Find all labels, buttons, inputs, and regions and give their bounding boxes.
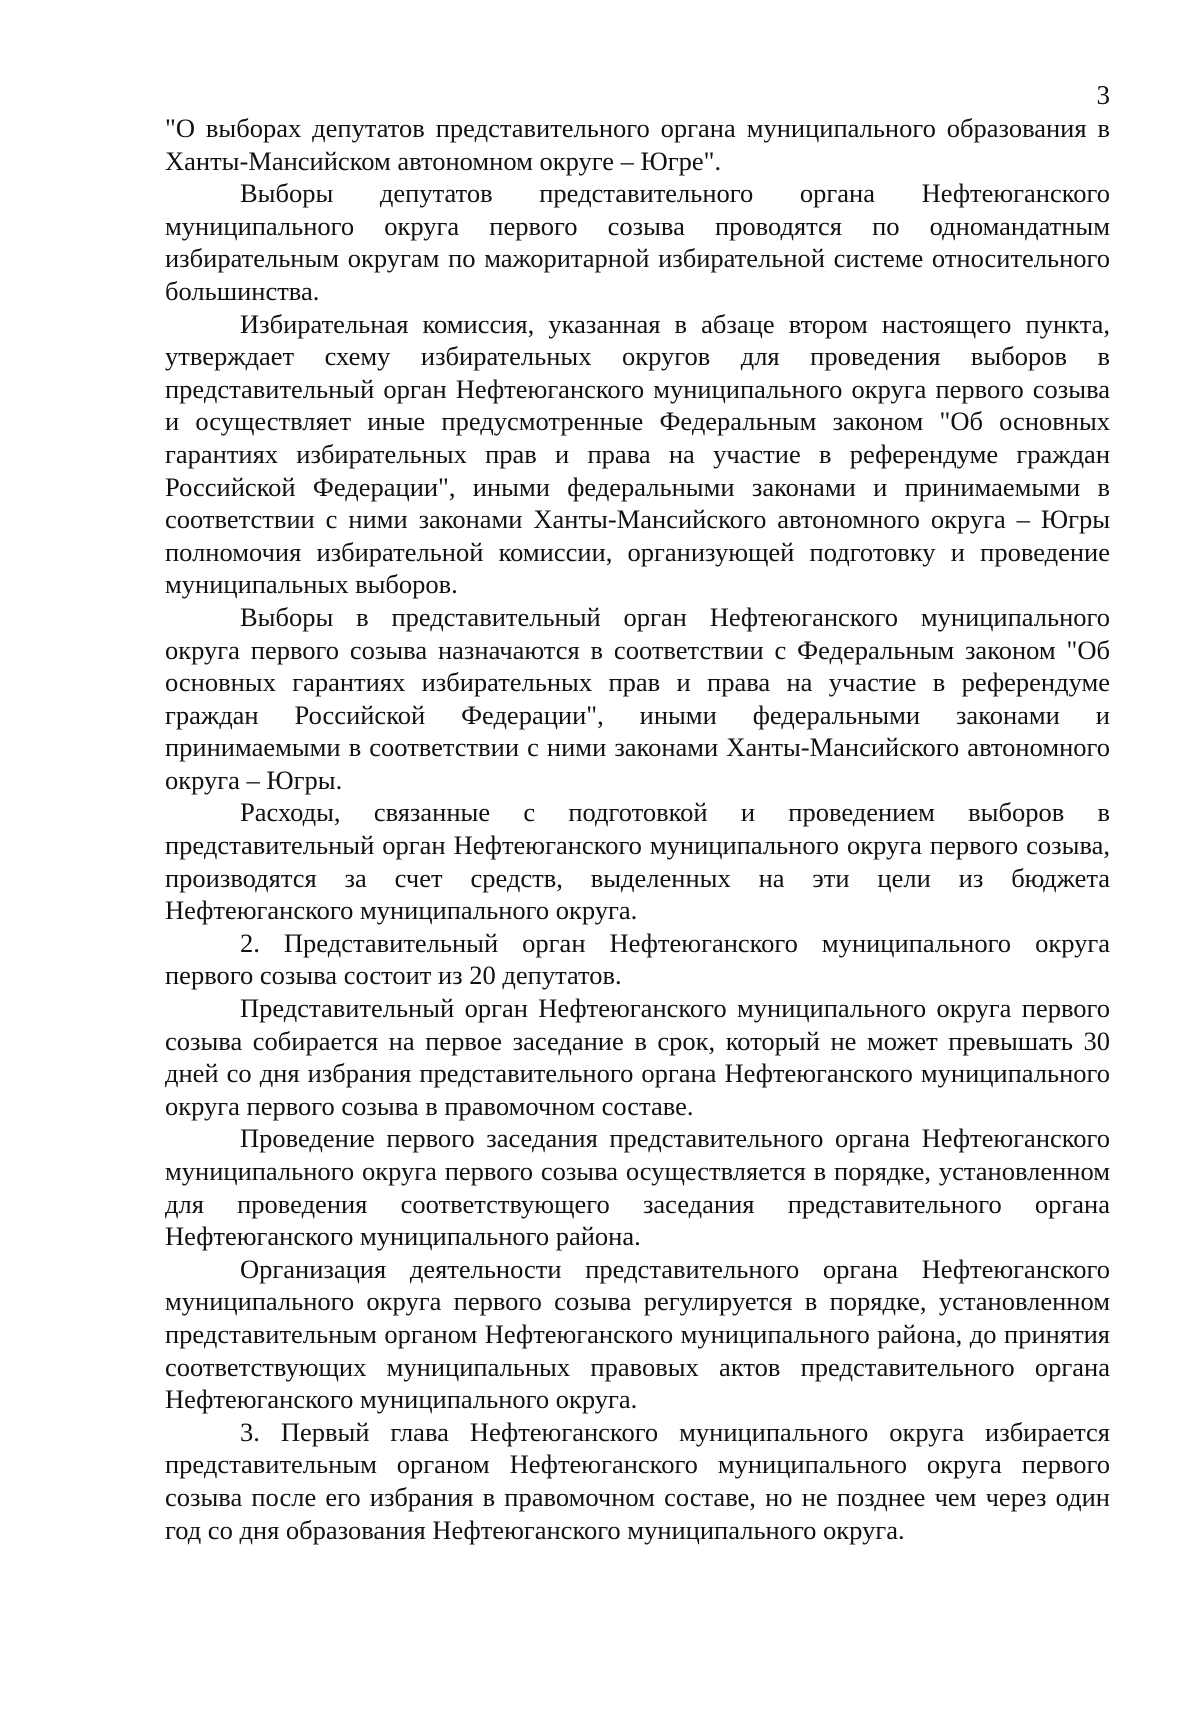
paragraph-election-commission: Избирательная комиссия, указанная в абзаце втором настоящего пункта, утверждает схему избирательных округов для проведения выборов в представительный орган Нефтеюганского муниципального округа первого созыва и осуществляет иные предусмотренные Федеральным законом "Об основных гарантиях избирательных прав и права на участие в референдуме граждан Российской Федерации", иными федеральными законами и принимаемыми в соответствии с ними законами Ханты-Мансийского автономного округа – Югры полномочия избирательной комиссии, организующей подготовку и проведение муниципальных выборов. — [165, 308, 1110, 600]
document-body — [165, 112, 1110, 1546]
paragraph-first-meeting-deadline: Представительный орган Нефтеюганского муниципального округа первого созыва собирается на первое заседание в срок, который не может превышать 30 дней со дня избрания представительного органа Нефтеюганского муниципального округа первого созыва в правомочном составе. — [165, 993, 1110, 1121]
paragraph-activity-organization: Организация деятельности представительного органа Нефтеюганского муниципального округа первого созыва регулируется в порядке, установленном представительным органом Нефтеюганского муниципального района, до принятия соответствующих муниципальных правовых актов представительного органа Нефтеюганского муниципального округа. — [165, 1253, 1110, 1415]
paragraph-election-expenses: Расходы, связанные с подготовкой и проведением выборов в представительный орган Нефтеюганского муниципального округа первого созыва, производятся за счет средств, выделенных на эти цели из бюджета Нефтеюганского муниципального округа. — [165, 797, 1110, 926]
paragraph-item-2-composition: 2. Представительный орган Нефтеюганского муниципального округа первого созыва состоит из 20 депутатов. — [165, 927, 1110, 991]
paragraph-elections-scheduling: Выборы в представительный орган Нефтеюганского муниципального округа первого созыва назначаются в соответствии с Федеральным законом "Об основных гарантиях избирательных прав и права на участие в референдуме граждан Российской Федерации", иными федеральными законами и принимаемыми в соответствии с ними законами Ханты-Мансийского автономного округа – Югры. — [165, 601, 1110, 795]
paragraph-item-3-first-head: 3. Первый глава Нефтеюганского муниципального округа избирается представительным органом Нефтеюганского муниципального округа первого созыва после его избрания в правомочном составе, но не позднее чем через один год со дня образования Нефтеюганского муниципального округа. — [165, 1416, 1110, 1545]
paragraph-elections-system: Выборы депутатов представительного органа Нефтеюганского муниципального округа первого созыва проводятся по одномандатным избирательным округам по мажоритарной избирательной системе относительного большинства. — [165, 178, 1110, 306]
paragraph-first-meeting-procedure: Проведение первого заседания представительного органа Нефтеюганского муниципального округа первого созыва осуществляется в порядке, установленном для проведения соответствующего заседания представительного органа Нефтеюганского муниципального района. — [165, 1123, 1110, 1252]
paragraph-law-title-continuation: "О выборах депутатов представительного органа муниципального образования в Ханты-Мансийском автономном округе – Югре". — [165, 113, 1110, 176]
page-number: 3 — [1096, 80, 1110, 110]
